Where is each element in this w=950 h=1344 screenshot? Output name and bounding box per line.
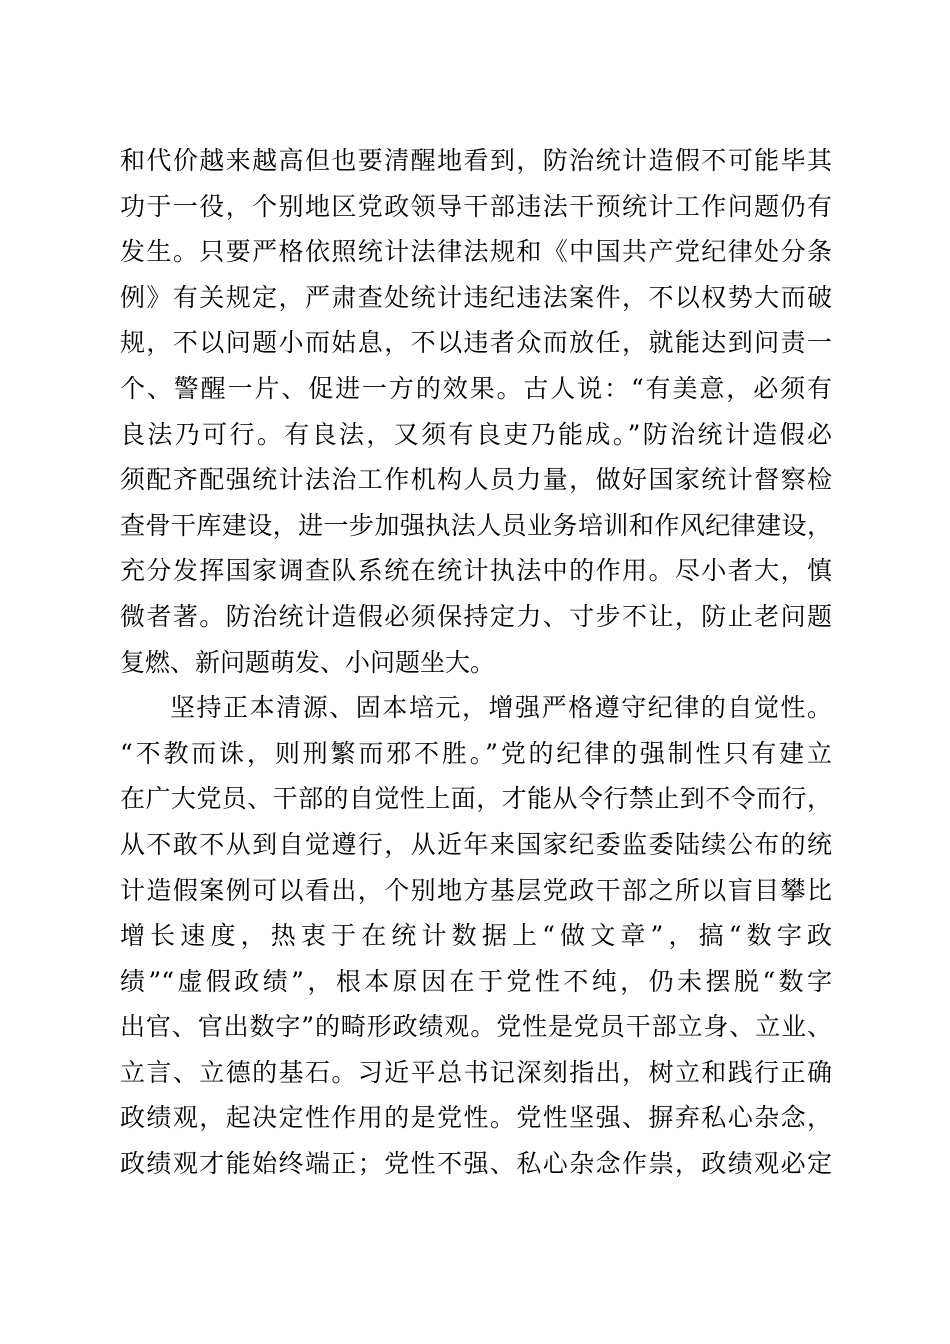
text-line: 个、警醒一片、促进一方的效果。古人说：“有美意，必须有 [120, 373, 832, 403]
text-line: 政绩观，起决定性作用的是党性。党性坚强、摒弃私心杂念， [120, 1103, 832, 1133]
text-line: 从不敢不从到自觉遵行，从近年来国家纪委监委陆续公布的统 [120, 829, 832, 859]
text-line: 政绩观才能始终端正；党性不强、私心杂念作祟，政绩观必定 [120, 1149, 832, 1179]
paragraph-2 [120, 685, 832, 1187]
text-line: 功于一役，个别地区党政领导干部违法干预统计工作问题仍有 [120, 191, 832, 221]
paragraph-1 [120, 138, 832, 685]
text-line: 坚持正本清源、固本培元，增强严格遵守纪律的自觉性。 [170, 693, 832, 723]
text-line: 例》有关规定，严肃查处统计违纪违法案件，不以权势大而破 [120, 282, 832, 312]
body-text [120, 138, 832, 1187]
text-line: “不教而诛，则刑繁而邪不胜。”党的纪律的强制性只有建立 [120, 738, 832, 768]
text-line: 查骨干库建设，进一步加强执法人员业务培训和作风纪律建设， [120, 510, 832, 540]
text-line: 良法乃可行。有良法，又须有良吏乃能成。”防治统计造假必 [120, 419, 832, 449]
text-line: 在广大党员、干部的自觉性上面，才能从令行禁止到不令而行， [120, 784, 832, 814]
text-line: 复燃、新问题萌发、小问题坐大。 [120, 647, 496, 677]
text-line: 充分发挥国家调查队系统在统计执法中的作用。尽小者大，慎 [120, 556, 832, 586]
text-line: 出官、官出数字”的畸形政绩观。党性是党员干部立身、立业、 [120, 1012, 832, 1042]
text-line: 立言、立德的基石。习近平总书记深刻指出，树立和践行正确 [120, 1057, 832, 1087]
text-line: 计造假案例可以看出，个别地方基层党政干部之所以盲目攀比 [120, 875, 832, 905]
text-line: 规，不以问题小而姑息，不以违者众而放任，就能达到问责一 [120, 328, 832, 358]
text-line: 绩”“虚假政绩”，根本原因在于党性不纯，仍未摆脱“数字 [120, 966, 832, 996]
text-line: 增长速度，热衷于在统计数据上“做文章”，搞“数字政 [120, 921, 832, 951]
text-line: 微者著。防治统计造假必须保持定力、寸步不让，防止老问题 [120, 601, 832, 631]
text-line: 发生。只要严格依照统计法律法规和《中国共产党纪律处分条 [120, 237, 832, 267]
text-line: 须配齐配强统计法治工作机构人员力量，做好国家统计督察检 [120, 465, 832, 495]
text-line: 和代价越来越高但也要清醒地看到，防治统计造假不可能毕其 [120, 146, 832, 175]
